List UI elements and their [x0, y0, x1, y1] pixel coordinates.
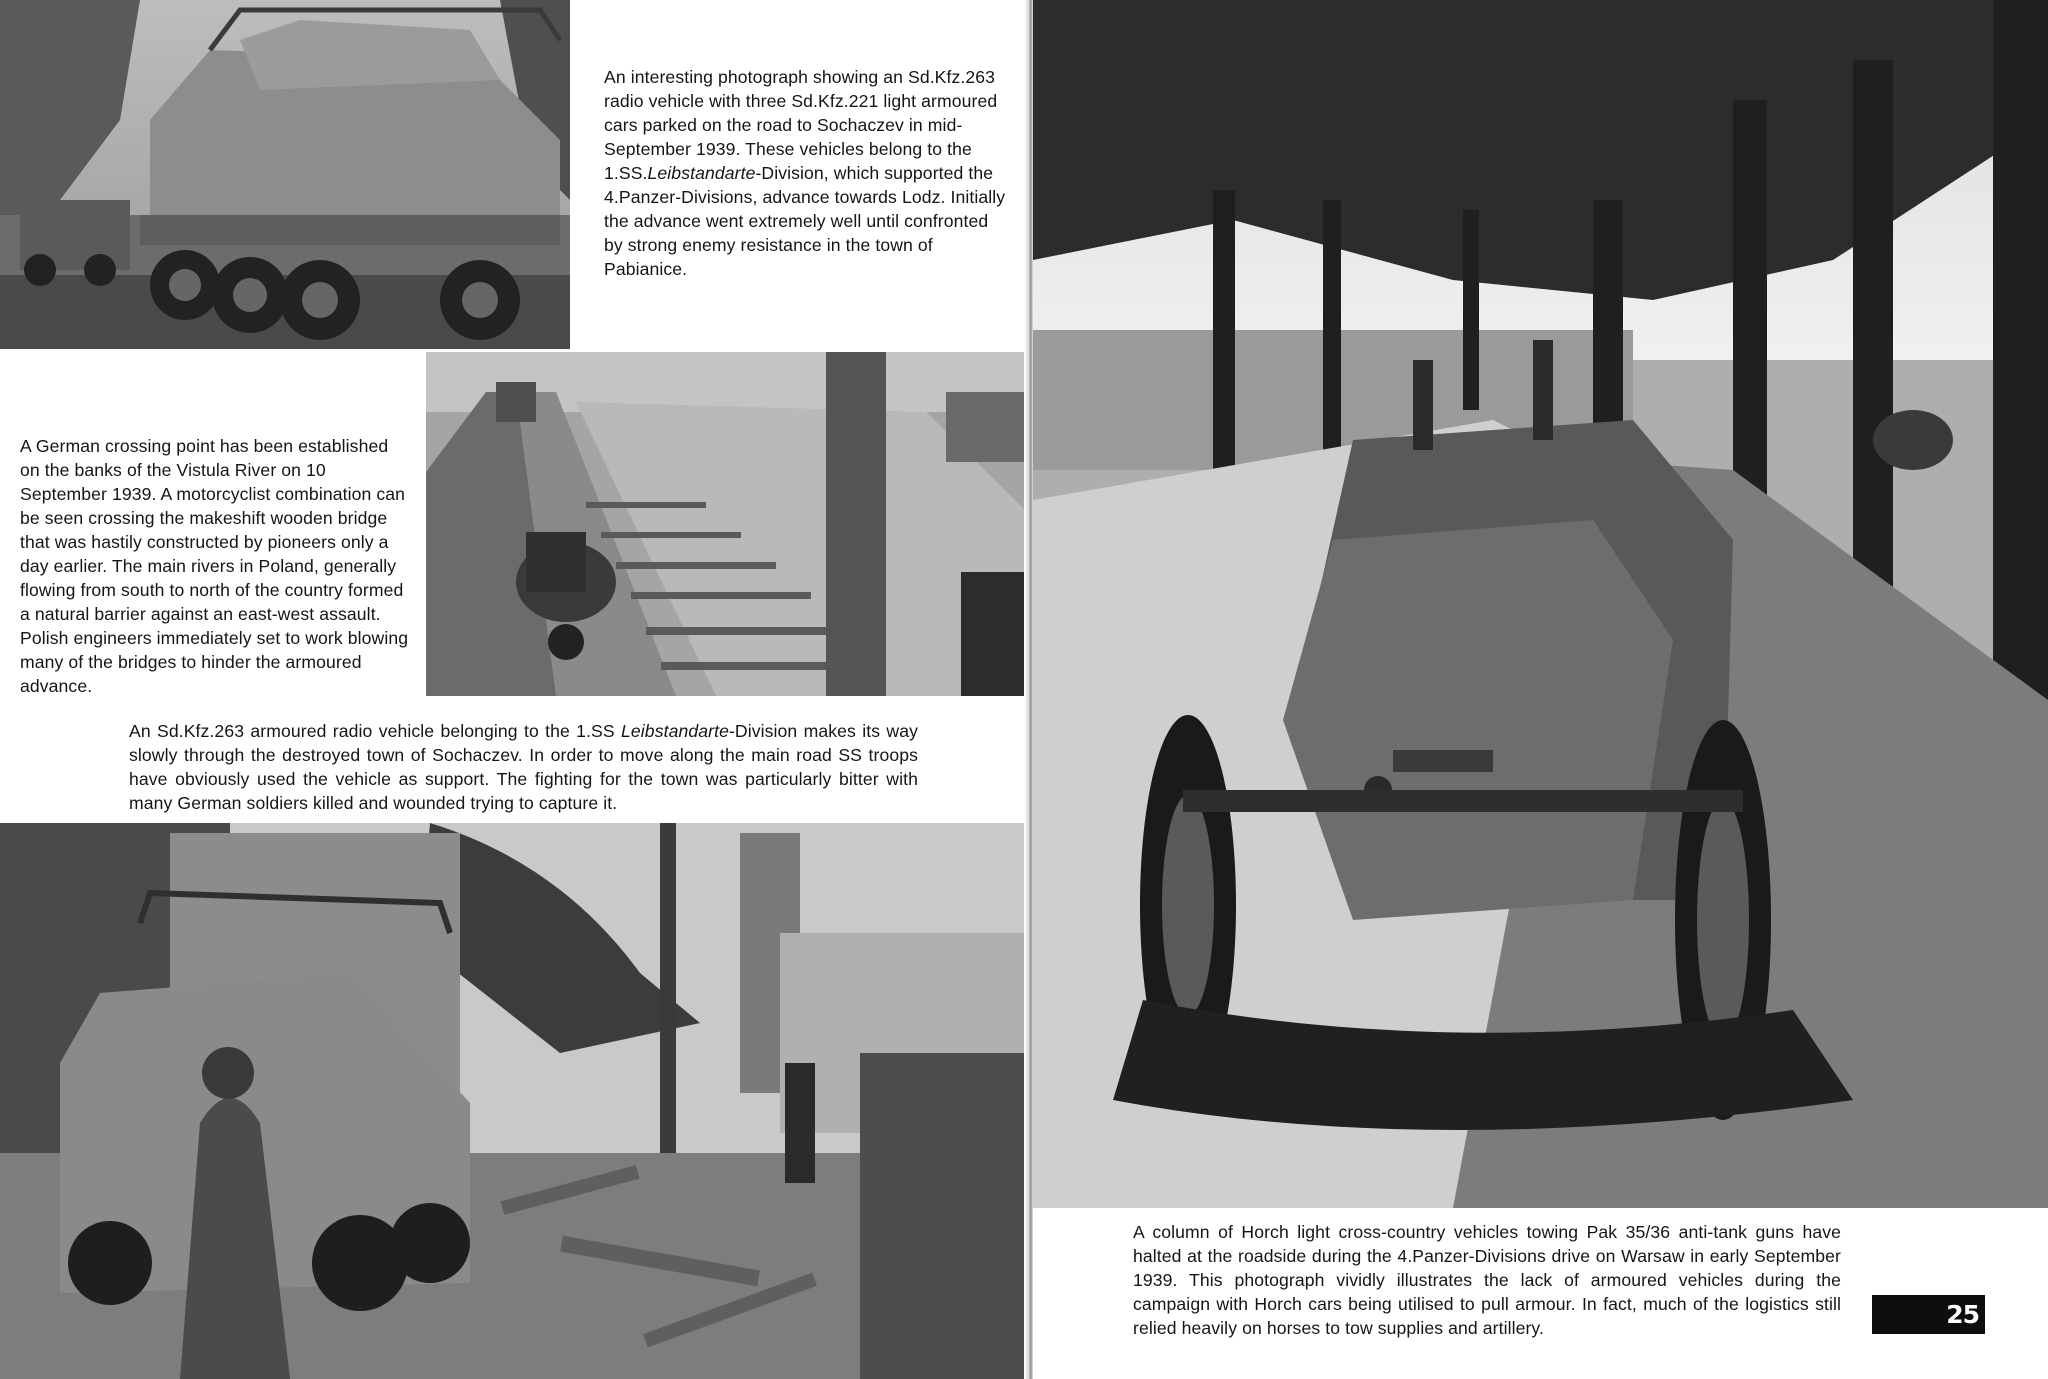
photo-river-crossing-image	[426, 352, 1027, 696]
caption-sochaczev	[129, 719, 918, 815]
caption-horch-column: A column of Horch light cross-country vehicles towing Pak 35/36 anti-tank guns have halted at the roadside during the 4.Panzer-Divisions drive on Warsaw in early September 1939. This photograph vividly illustrates the lack of armoured vehicles during the campaign with Horch cars being utilised to pull armour. In fact, much of the logistics still relied heavily on horses to tow supplies and artillery.	[1133, 1222, 1841, 1338]
right-page	[1033, 0, 2048, 1379]
caption-radio-vehicle-emphasis: Leibstandarte	[647, 163, 756, 183]
photo-horch-column-image	[1033, 0, 2048, 1208]
photo-sochaczev-street	[0, 823, 1027, 1379]
photo-sochaczev-street-image	[0, 823, 1027, 1379]
photo-horch-column	[1033, 0, 2048, 1208]
caption-radio-vehicle-text: An interesting photograph showing an Sd.Kfz.263 radio vehicle with three Sd.Kfz.221 light armoured cars parked on the road to Sochaczev in mid-September 1939. These vehicles belong to the 1.SS.	[604, 67, 998, 183]
photo-river-crossing	[426, 352, 1027, 696]
caption-sochaczev-text: An Sd.Kfz.263 armoured radio vehicle belonging to the 1.SS	[129, 721, 615, 741]
page-number: 25	[1872, 1295, 1985, 1334]
caption-sochaczev-text-end: -Division makes its way slowly through the destroyed town of Sochaczev. In order to move along the main road SS troops have obviously used the vehicle as support. The fighting for the town was particularly bitter with many German soldiers killed and wounded trying to capture it.	[129, 721, 918, 813]
photo-radio-vehicle-image	[0, 0, 570, 349]
caption-crossing-point: A German crossing point has been established on the banks of the Vistula River on 10 September 1939. A motorcyclist combination can be seen crossing the makeshift wooden bridge that was hastily constructed by pioneers only a day earlier. The main rivers in Poland, generally flowing from south to north of the country formed a natural barrier against an east-west assault. Polish engineers immediately set to work blowing many of the bridges to hinder the armoured advance.	[20, 436, 409, 696]
caption-sochaczev-emphasis: Leibstandarte	[621, 721, 729, 741]
photo-radio-vehicle	[0, 0, 570, 349]
caption-radio-vehicle	[604, 65, 1006, 281]
caption-radio-vehicle-text-end: -Division, which supported the 4.Panzer-Divisions, advance towards Lodz. Initially the advance went extremely well until confronted by strong enemy resistance in the town of Pabianice.	[604, 163, 1006, 279]
